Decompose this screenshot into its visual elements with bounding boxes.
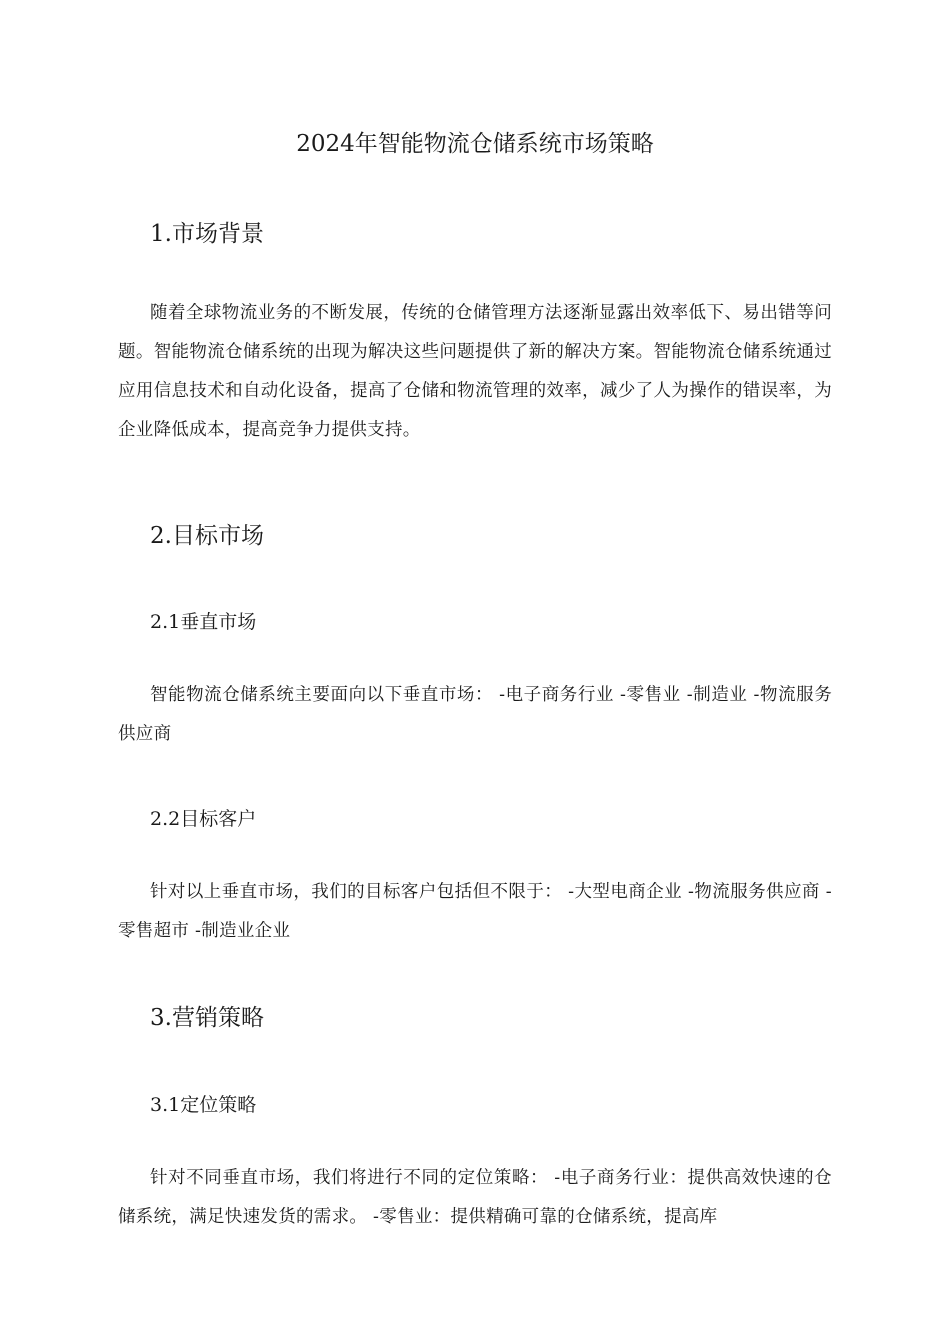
section-heading-marketing-strategy: 3.营销策略 bbox=[150, 1005, 264, 1031]
subsection-heading-target-customers: 2.2目标客户 bbox=[150, 808, 257, 830]
subsection-heading-positioning-strategy: 3.1定位策略 bbox=[150, 1094, 257, 1116]
paragraph-vertical-market: 智能物流仓储系统主要面向以下垂直市场： -电子商务行业 -零售业 -制造业 -物流服务供应商 bbox=[118, 685, 832, 744]
paragraph-market-background: 随着全球物流业务的不断发展，传统的仓储管理方法逐渐显露出效率低下、易出错等问题。智能物流仓储系统的出现为解决这些问题提供了新的解决方案。智能物流仓储系统通过应用信息技术和自动化设备，提高了仓储和物流管理的效率，减少了人为操作的错误率，为企业降低成本，提高竞争力提供支持。 bbox=[118, 303, 832, 440]
document-title: 2024年智能物流仓储系统市场策略 bbox=[296, 131, 654, 157]
paragraph-positioning-strategy: 针对不同垂直市场，我们将进行不同的定位策略： -电子商务行业：提供高效快速的仓储系统，满足快速发货的需求。 -零售业：提供精确可靠的仓储系统，提高库 bbox=[118, 1168, 832, 1227]
paragraph-target-customers: 针对以上垂直市场，我们的目标客户包括但不限于： -大型电商企业 -物流服务供应商 -零售超市 -制造业企业 bbox=[118, 882, 832, 941]
section-heading-target-market: 2.目标市场 bbox=[150, 523, 264, 549]
section-heading-market-background: 1.市场背景 bbox=[150, 221, 264, 247]
subsection-heading-vertical-market: 2.1垂直市场 bbox=[150, 611, 257, 633]
